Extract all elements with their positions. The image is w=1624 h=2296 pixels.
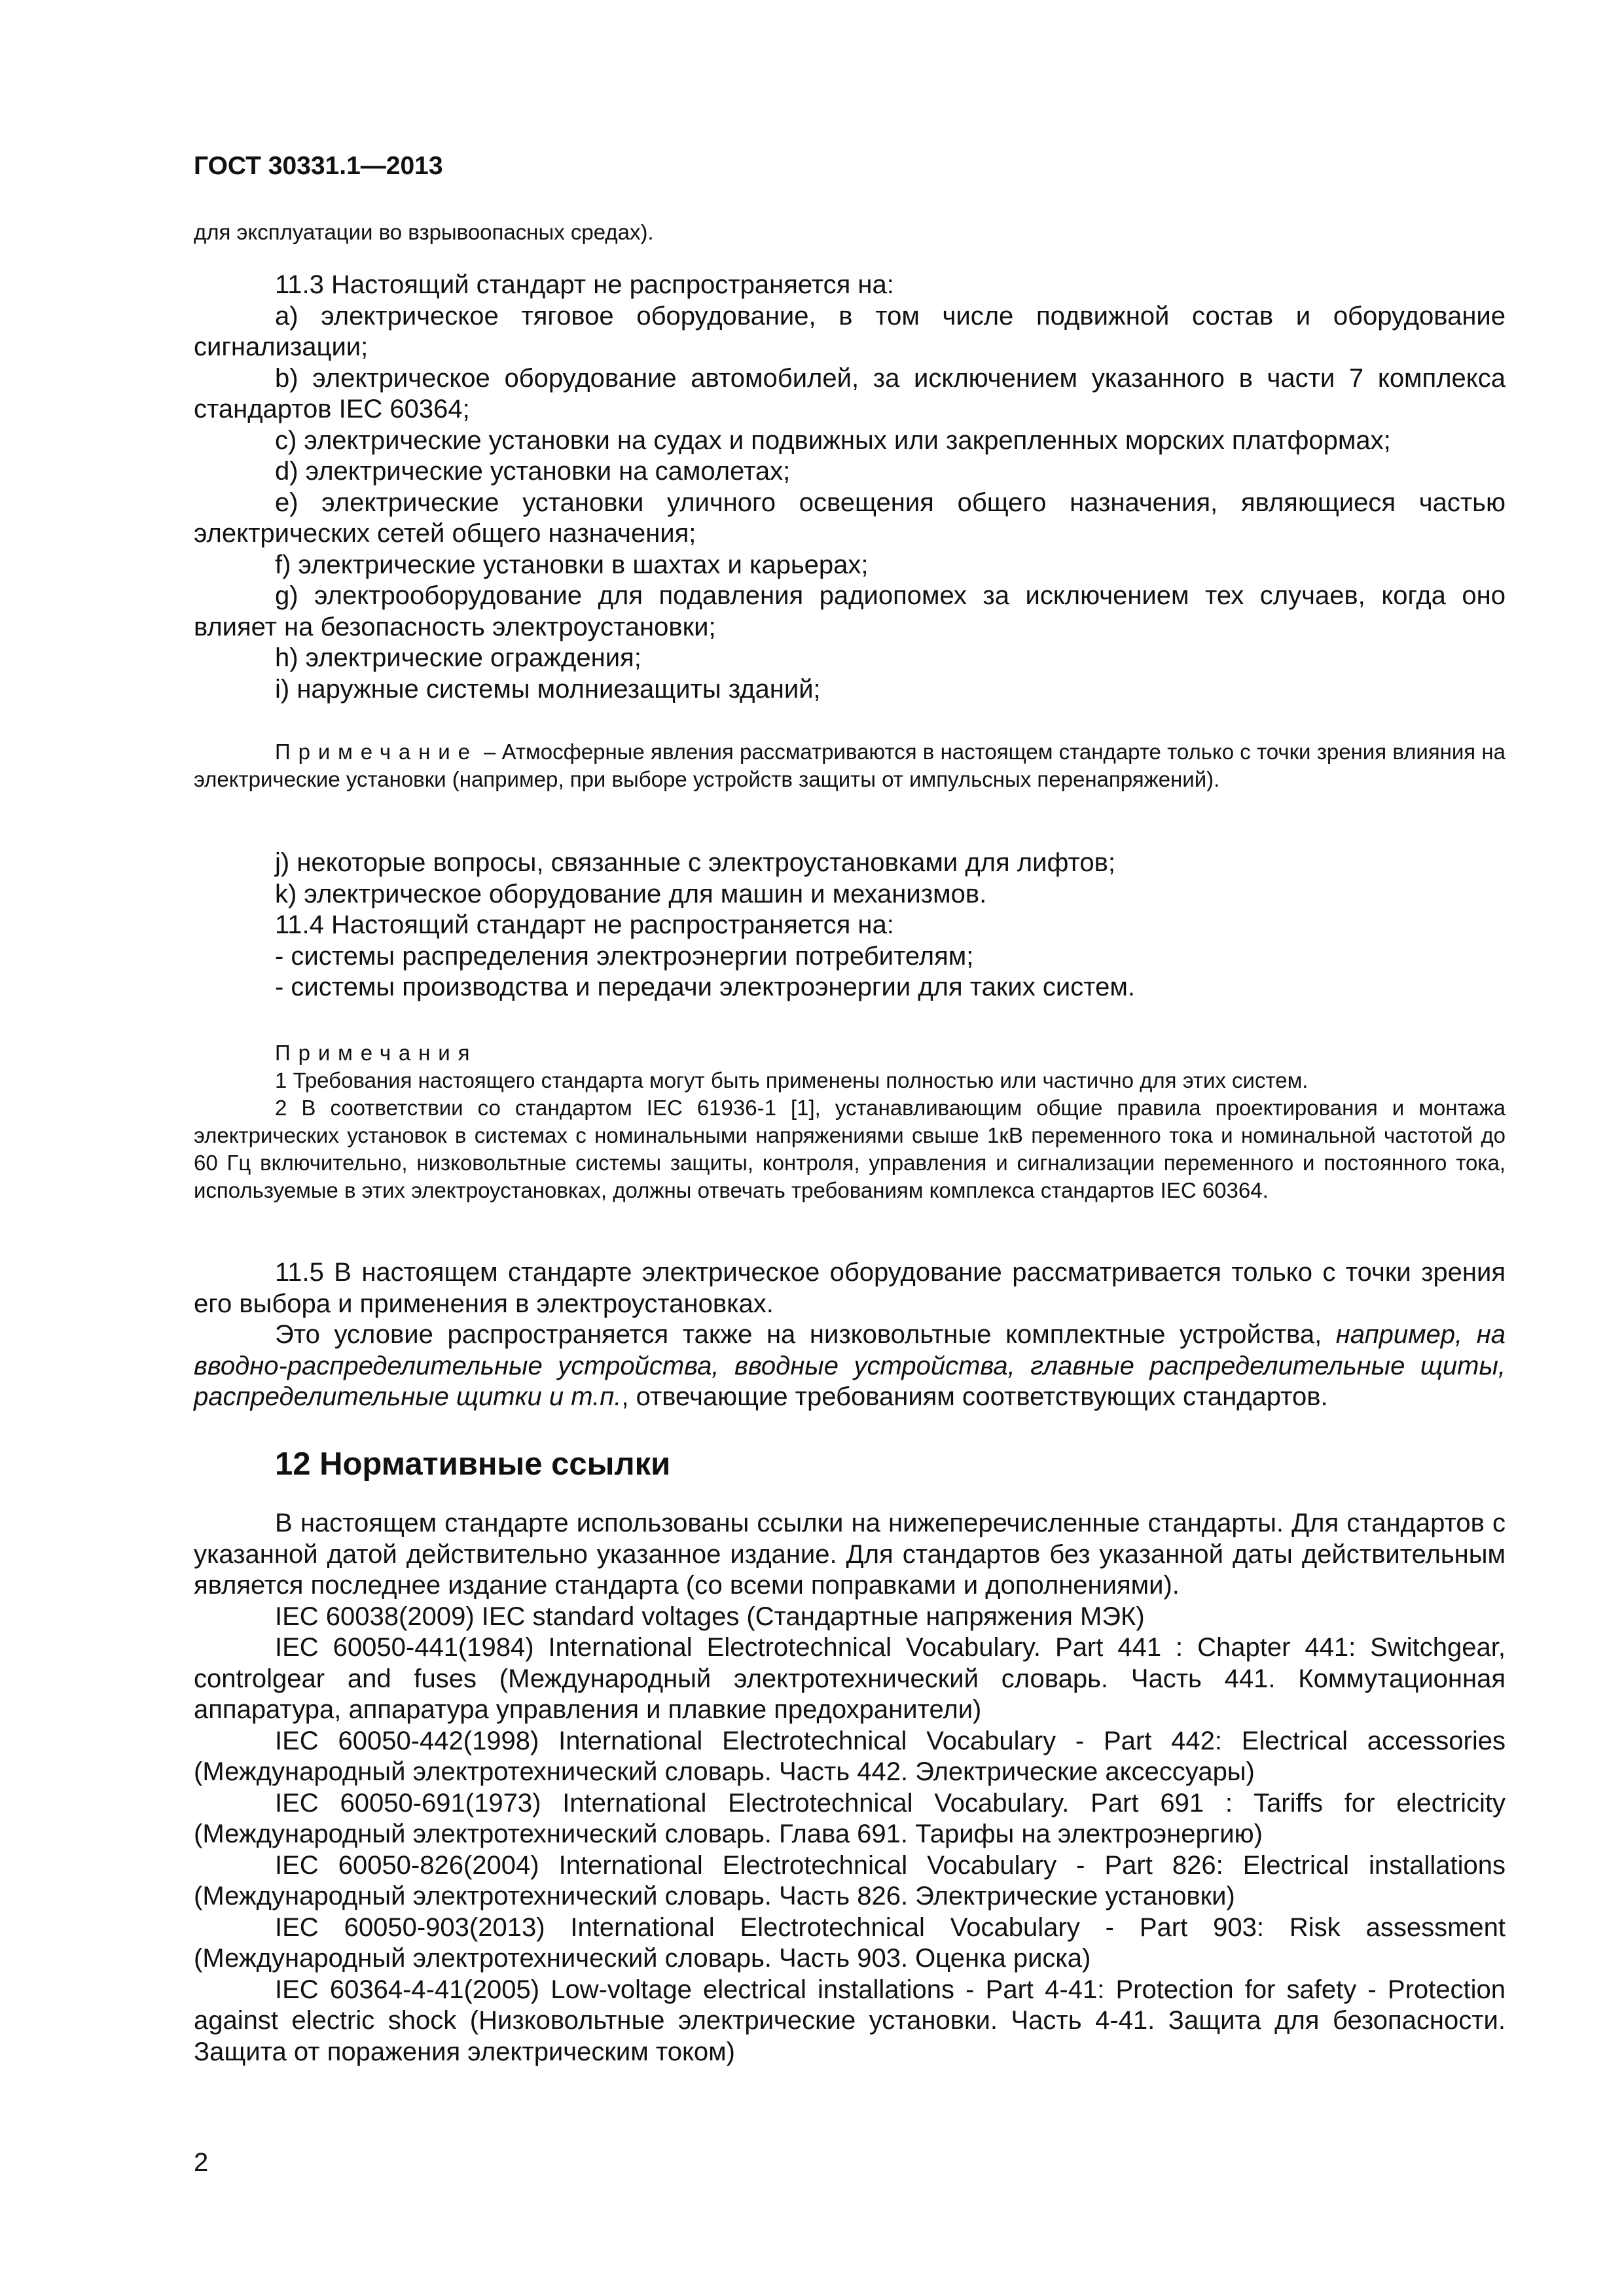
clause-11-5: [194, 1257, 1506, 1413]
reference-item: IEC 60050-826(2004) International Electrotechnical Vocabulary - Part 826: Electrical installations (Международный электротехнический словарь. Часть 826. Электрические установки): [194, 1850, 1506, 1910]
reference-item: IEC 60038(2009) IEC standard voltages (Стандартные напряжения МЭК): [275, 1602, 1145, 1631]
section-12-heading: 12 Нормативные ссылки: [275, 1446, 671, 1482]
note-item-1: 1 Требования настоящего стандарта могут быть применены полностью или частично для этих систем.: [275, 1068, 1308, 1092]
note-label: Примечание: [275, 740, 478, 764]
reference-item: IEC 60050-903(2013) International Electrotechnical Vocabulary - Part 903: Risk assessment (Международный электротехнический словарь. Часть 903. Оценка риска): [194, 1912, 1506, 1973]
clause-11-3-intro: 11.3 Настоящий стандарт не распространяется на:: [275, 270, 894, 299]
section-12-intro: В настоящем стандарте использованы ссылки на нижеперечисленные стандарты. Для стандартов с указанной датой действительно указанное издание. Для стандартов без указанной даты действительным является последнее издание стандарта (со всеми поправками и дополнениями).: [194, 1509, 1506, 1600]
clause-11-5-p2: [194, 1319, 1506, 1413]
notes-block-2: [194, 1039, 1506, 1204]
list-item-j: j) некоторые вопросы, связанные с электроустановками для лифтов;: [275, 848, 1115, 877]
reference-item: IEC 60050-442(1998) International Electrotechnical Vocabulary - Part 442: Electrical accessories (Международный электротехнический словарь. Часть 442. Электрические аксессуары): [194, 1726, 1506, 1786]
clause-11-3-continued: [194, 848, 1506, 1003]
list-item-k: k) электрическое оборудование для машин и механизмов.: [275, 879, 987, 908]
note-block-1: [194, 738, 1506, 793]
list-item-e: e) электрические установки уличного освещения общего назначения, являющиеся частью электрических сетей общего назначения;: [194, 488, 1506, 548]
dash-item-2: - системы производства и передачи электроэнергии для таких систем.: [275, 973, 1135, 1001]
clause-11-3: [194, 270, 1506, 705]
note-paragraph: [194, 738, 1506, 793]
list-item-a: a) электрическое тяговое оборудование, в том числе подвижной состав и оборудование сигнализации;: [194, 301, 1506, 361]
list-item-d: d) электрические установки на самолетах;: [275, 457, 791, 486]
list-item-f: f) электрические установки в шахтах и карьерах;: [275, 550, 869, 579]
page-number: 2: [194, 2148, 209, 2177]
notes-label: Примечания: [275, 1041, 478, 1065]
list-item-b: b) электрическое оборудование автомобилей, за исключением указанного в части 7 комплекса стандартов IEC 60364;: [194, 363, 1506, 423]
document-code: ГОСТ 30331.1—2013: [194, 152, 443, 180]
list-item-g: g) электрооборудование для подавления радиопомех за исключением тех случаев, когда оно влияет на безопасность электроустановки;: [194, 581, 1506, 641]
list-item-c: c) электрические установки на судах и подвижных или закрепленных морских платформах;: [275, 425, 1391, 455]
clause-11-5-p2-start: Это условие распространяется также на низковольтные комплектные устройства,: [275, 1320, 1336, 1349]
clause-11-5-p2-italic: например, на вводно-распределительные устройства, вводные устройства, главные распределительные щиты, распределительные щитки и т.п.: [194, 1320, 1506, 1411]
list-item-h: h) электрические ограждения;: [275, 643, 641, 672]
clause-11-4-intro: 11.4 Настоящий стандарт не распространяется на:: [275, 910, 894, 939]
note-text: – Атмосферные явления рассматриваются в настоящем стандарте только с точки зрения влияния на электрические установки (например, при выборе устройств защиты от импульсных перенапряжений).: [194, 740, 1506, 791]
reference-item: IEC 60364-4-41(2005) Low-voltage electrical installations - Part 4-41: Protection for safety - Protection against electric shock (Низковольтные электрические установки. Часть 4-41. Защита для безопасности. Защита от поражения электрическим током): [194, 1975, 1506, 2066]
reference-item: IEC 60050-691(1973) International Electrotechnical Vocabulary. Part 691 : Tariffs for electricity (Международный электротехнический словарь. Глава 691. Тарифы на электроэнергию): [194, 1788, 1506, 1848]
clause-11-5-p2-end: , отвечающие требованиям соответствующих стандартов.: [621, 1382, 1328, 1411]
continuation-text: для эксплуатации во взрывоопасных средах).: [194, 220, 654, 244]
clause-11-5-p1: 11.5 В настоящем стандарте электрическое оборудование рассматривается только с точки зрения его выбора и применения в электроустановках.: [194, 1258, 1506, 1318]
dash-item-1: - системы распределения электроэнергии потребителям;: [275, 941, 974, 971]
list-item-i: i) наружные системы молниезащиты зданий;: [275, 674, 821, 704]
section-12-body: [194, 1508, 1506, 2068]
reference-item: IEC 60050-441(1984) International Electrotechnical Vocabulary. Part 441 : Chapter 441: Switchgear, controlgear and fuses (Международный электротехнический словарь. Часть 441. Коммутационная аппаратура, аппаратура управления и плавкие предохранители): [194, 1633, 1506, 1724]
note-item-2: 2 В соответствии со стандартом IEC 61936-1 [1], устанавливающим общие правила проектирования и монтажа электрических установок в системах с номинальными напряжениями свыше 1кВ переменного тока и номинальной частотой до 60 Гц включительно, низковольтные системы защиты, контроля, управления и сигнализации переменного и постоянного тока, используемые в этих электроустановках, должны отвечать требованиям комплекса стандартов IEC 60364.: [194, 1096, 1506, 1202]
document-page: [194, 0, 1506, 2296]
